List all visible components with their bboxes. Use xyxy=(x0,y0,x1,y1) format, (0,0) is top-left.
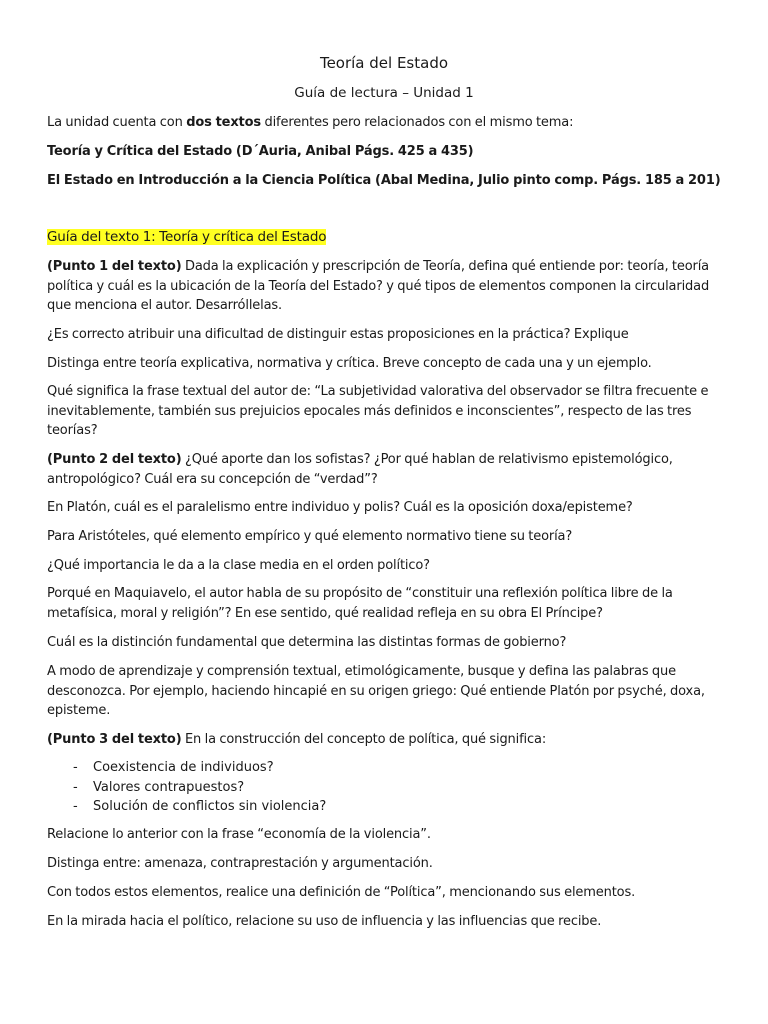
question-14: Distinga entre: amenaza, contraprestación y argumentación. xyxy=(47,856,433,871)
list-item-text: Valores contrapuestos? xyxy=(93,779,245,795)
question-text: ¿Qué aporte dan los sofistas? ¿Por qué hablan de relativismo epistemológico, antropológico? Cuál era su concepción de “verdad”? xyxy=(47,452,673,487)
question-3: Distinga entre teoría explicativa, normativa y crítica. Breve concepto de cada una y un ejemplo. xyxy=(47,356,652,371)
document-subtitle: Guía de lectura – Unidad 1 xyxy=(294,85,474,101)
question-text: En la construcción del concepto de política, qué significa: xyxy=(181,732,547,747)
reference-text-1: Teoría y Crítica del Estado (D´Auria, Anibal Págs. 425 a 435) xyxy=(47,144,474,159)
question-10: Cuál es la distinción fundamental que determina las distintas formas de gobierno? xyxy=(47,635,567,650)
punto-label: (Punto 3 del texto) xyxy=(47,732,182,747)
reference-text-2: El Estado en Introducción a la Ciencia Política (Abal Medina, Julio pinto comp. Págs. 185 a 201) xyxy=(47,173,721,188)
intro-bold-text: dos textos xyxy=(186,115,261,130)
question-punto-2 xyxy=(47,450,727,489)
question-16: En la mirada hacia el político, relacione su uso de influencia y las influencias que recibe. xyxy=(47,914,602,929)
punto-label: (Punto 2 del texto) xyxy=(47,452,182,467)
question-2: ¿Es correcto atribuir una dificultad de distinguir estas proposiciones en la práctica? Explique xyxy=(47,327,629,342)
bullet-list xyxy=(47,758,727,817)
bullet-dash: - xyxy=(73,799,78,815)
question-6: En Platón, cuál es el paralelismo entre individuo y polis? Cuál es la oposición doxa/episteme? xyxy=(47,500,633,515)
question-4: Qué significa la frase textual del autor de: “La subjetividad valorativa del observador se filtra frecuente e inevitablemente, también sus prejuicios epocales más definidos e inconscientes”, respecto de las tres teorías? xyxy=(47,384,709,439)
list-item xyxy=(47,797,727,817)
list-item xyxy=(47,778,727,798)
intro-text-end: diferentes pero relacionados con el mismo tema: xyxy=(261,115,574,130)
bullet-dash: - xyxy=(73,760,78,775)
document-title: Teoría del Estado xyxy=(319,54,449,72)
list-item-text: Solución de conflictos sin violencia? xyxy=(93,799,327,815)
intro-paragraph xyxy=(47,113,727,133)
question-9: Porqué en Maquiavelo, el autor habla de su propósito de “constituir una reflexión política libre de la metafísica, moral y religión”? En ese sentido, qué realidad refleja en su obra El Príncipe? xyxy=(47,586,673,621)
list-item xyxy=(47,758,727,778)
highlighted-heading: Guía del texto 1: Teoría y crítica del Estado xyxy=(47,229,327,245)
question-7: Para Aristóteles, qué elemento empírico y qué elemento normativo tiene su teoría? xyxy=(47,529,573,544)
question-text: Dada la explicación y prescripción de Teoría, defina qué entiende por: teoría, teoría política y cuál es la ubicación de la Teoría del Estado? y qué tipos de elementos componen la circularidad que menciona el autor. Desarróllelas. xyxy=(47,259,710,314)
bullet-dash: - xyxy=(73,779,78,795)
question-8: ¿Qué importancia le da a la clase media en el orden político? xyxy=(47,558,430,573)
question-punto-3 xyxy=(47,730,727,750)
list-item-text: Coexistencia de individuos? xyxy=(93,760,274,775)
question-13: Relacione lo anterior con la frase “economía de la violencia”. xyxy=(47,827,431,842)
punto-label: (Punto 1 del texto) xyxy=(47,259,182,274)
question-punto-1 xyxy=(47,257,727,316)
intro-text: La unidad cuenta con xyxy=(47,115,187,130)
section-heading xyxy=(47,228,727,248)
question-15: Con todos estos elementos, realice una definición de “Política”, mencionando sus elementos. xyxy=(47,885,636,900)
question-11: A modo de aprendizaje y comprensión textual, etimológicamente, busque y defina las palabras que desconozca. Por ejemplo, haciendo hincapié en su origen griego: Qué entiende Platón por psyché, doxa, episteme. xyxy=(47,664,705,719)
